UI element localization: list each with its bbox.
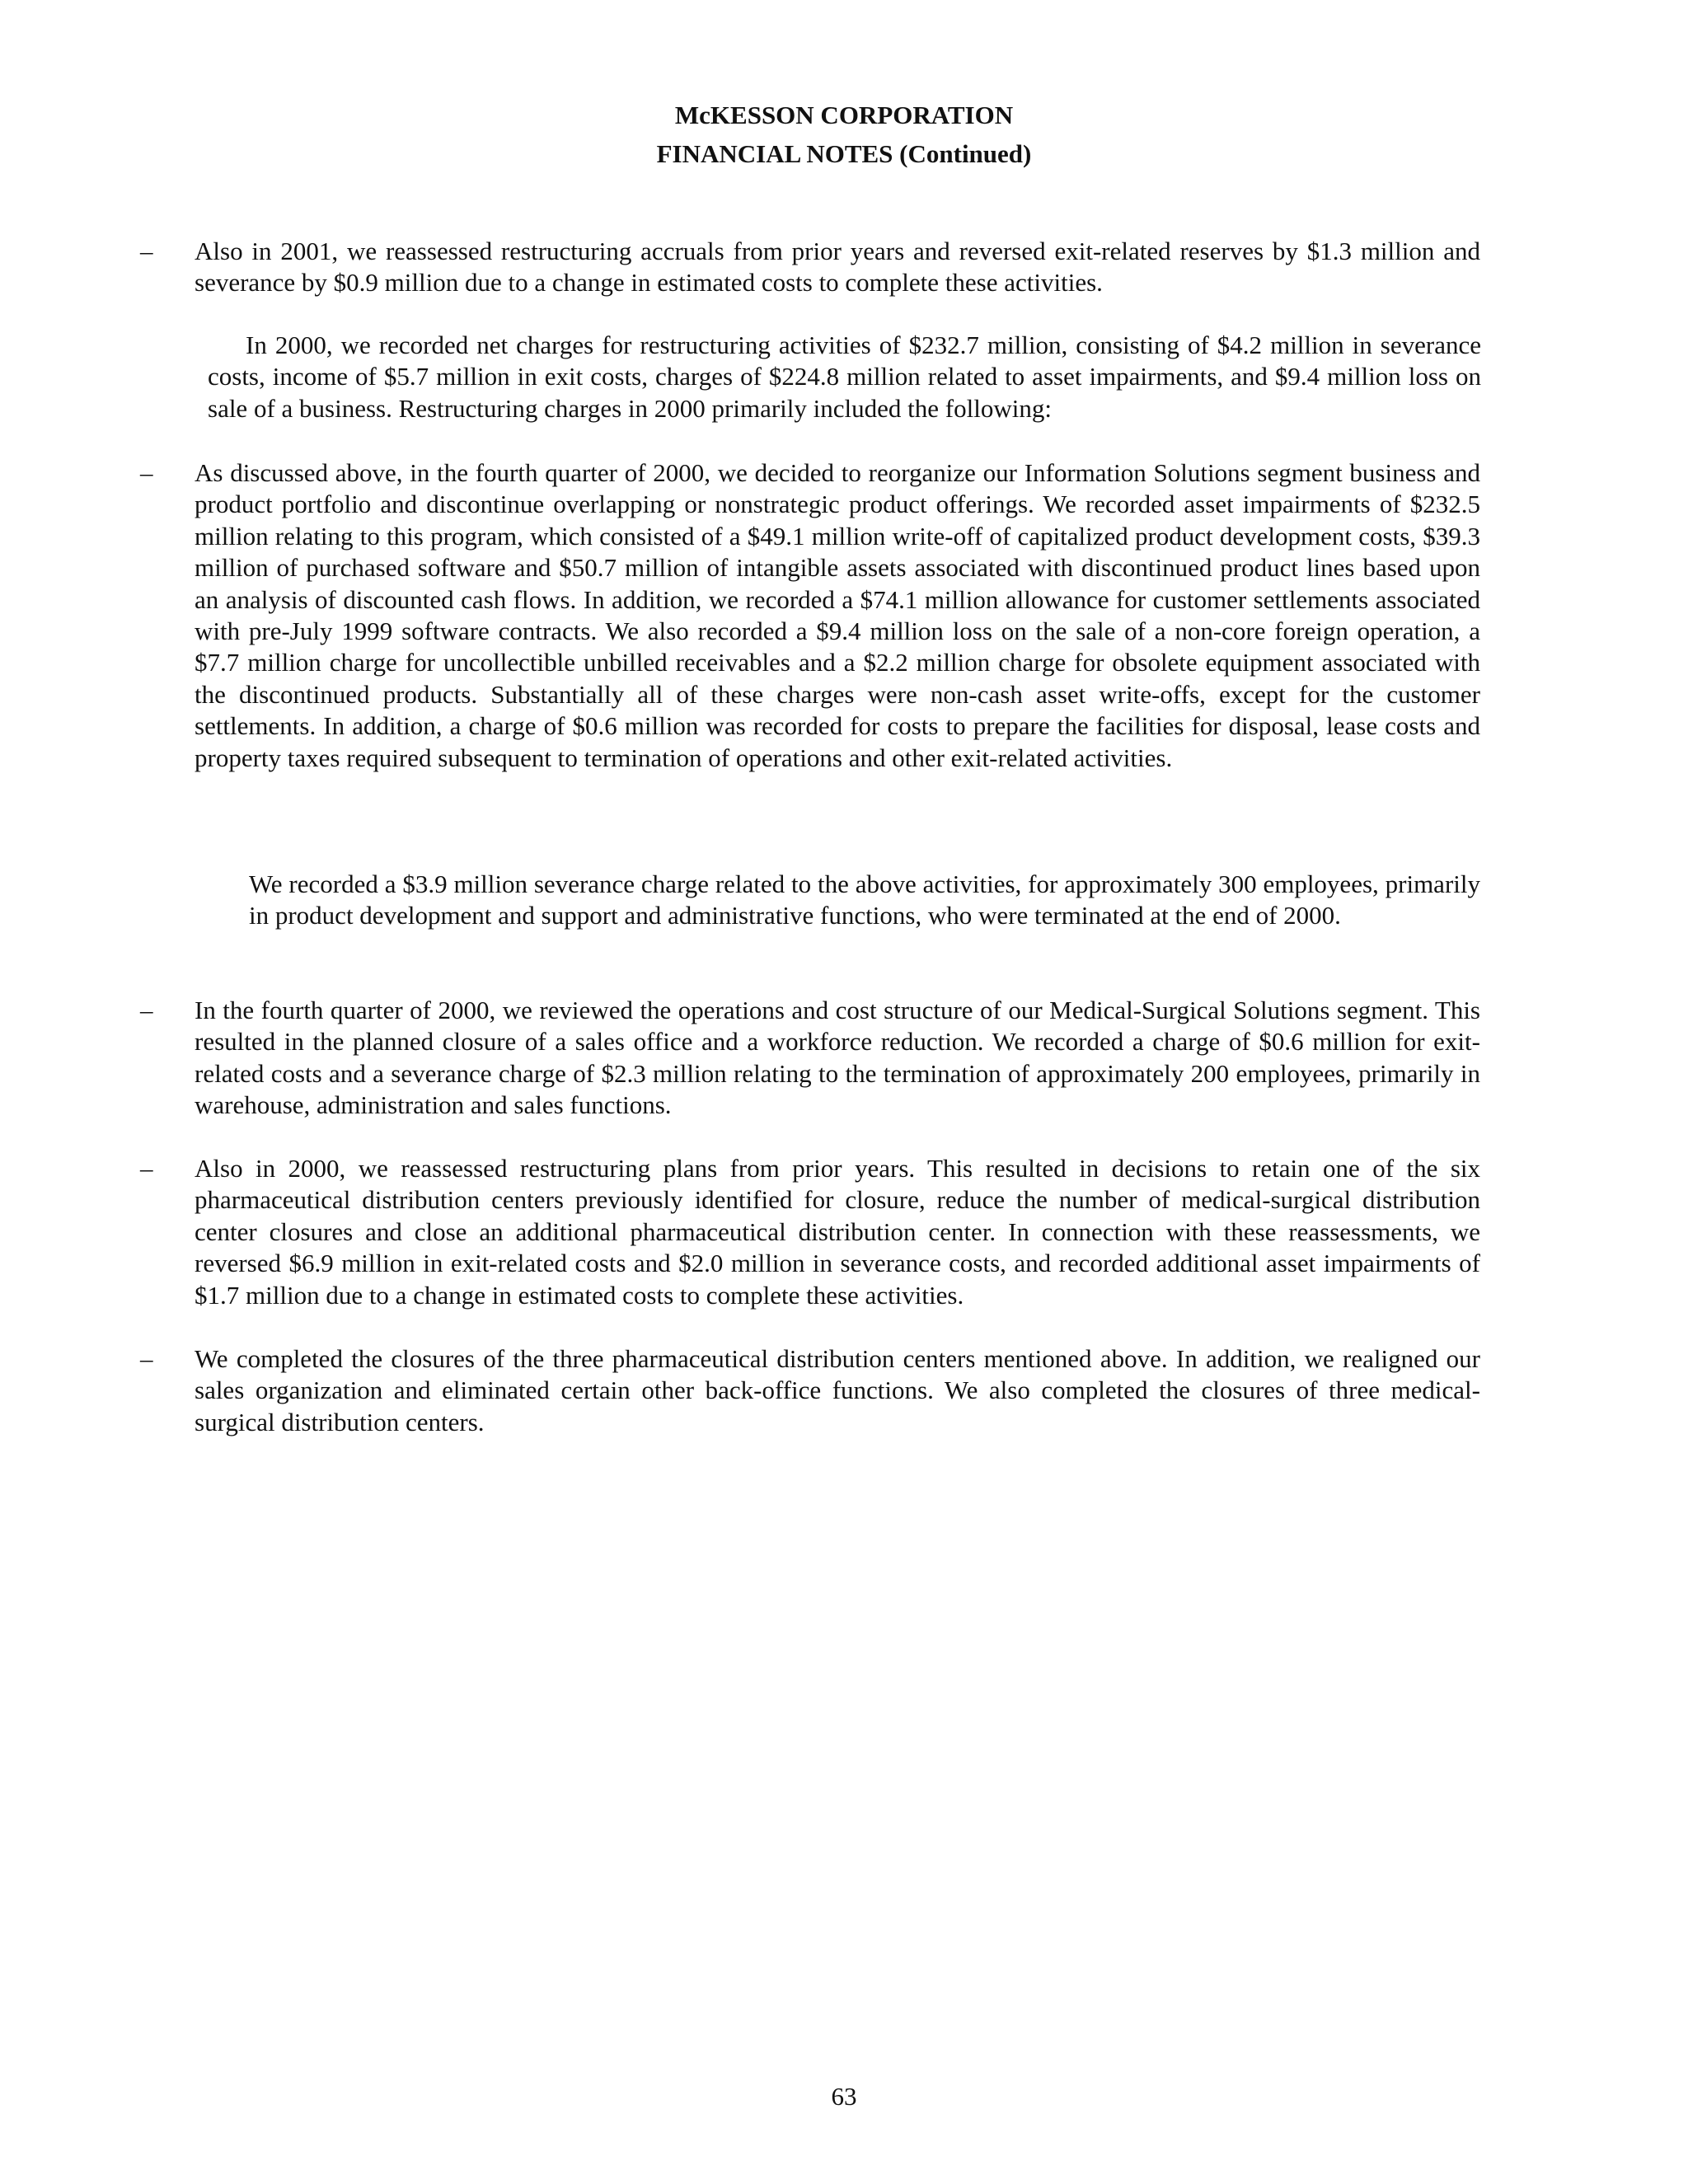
bullet-dash: – <box>140 458 153 487</box>
list-item <box>140 457 1480 774</box>
bullet-dash: – <box>140 1154 153 1183</box>
list-item <box>140 995 1480 1122</box>
list-item-text: In the fourth quarter of 2000, we reviewed the operations and cost structure of our Medical-Surgical Solutions segment. This resulted in the planned closure of a sales office and a workforce reduction. We recorded a charge of $0.6 million for exit-related costs and a severance charge of $2.3 million relating to the termination of approximately 200 employees, primarily in warehouse, administration and sales functions. <box>195 996 1480 1120</box>
bullet-dash: – <box>140 1344 153 1373</box>
bullet-dash: – <box>140 237 153 265</box>
restructuring-2000-paragraph: In 2000, we recorded net charges for restructuring activities of $232.7 million, consisting of $4.2 million in severance costs, income of $5.7 million in exit costs, charges of $224.8 million related to asset impairments, and $9.4 million loss on sale of a business. Restructuring charges in 2000 primarily included the following: <box>208 330 1481 423</box>
list-item <box>140 1153 1480 1311</box>
list-item <box>140 1343 1480 1438</box>
list-item-text: Also in 2000, we reassessed restructuring plans from prior years. This resulted in decisions to retain one of the six pharmaceutical distribution centers previously identified for closure, reduce the number of medical-surgical distribution center closures and close an additional pharmaceutical distribution center. In connection with these reassessments, we reversed $6.9 million in exit-related costs and $2.0 million in severance costs, and recorded additional asset impairments of $1.7 million due to a change in estimated costs to complete these activities. <box>195 1154 1480 1310</box>
list-item-text: Also in 2001, we reassessed restructuring accruals from prior years and reversed exit-related reserves by $1.3 million and severance by $0.9 million due to a change in estimated costs to complete these activities. <box>195 237 1480 298</box>
list-item-text: As discussed above, in the fourth quarter of 2000, we decided to reorganize our Information Solutions segment business and product portfolio and discontinue overlapping or nonstrategic product offerings. We recorded asset impairments of $232.5 million relating to this program, which consisted of a $49.1 million write-off of capitalized product development costs, $39.3 million of purchased software and $50.7 million of intangible assets associated with discontinued product lines based upon an analysis of discounted cash flows. In addition, we recorded a $74.1 million allowance for customer settlements associated with pre-July 1999 software contracts. We also recorded a $9.4 million loss on the sale of a non-core foreign operation, a $7.7 million charge for uncollectible unbilled receivables and a $2.2 million charge for obsolete equipment associated with the discontinued products. Substantially all of these charges were non-cash asset write-offs, except for the customer settlements. In addition, a charge of $0.6 million was recorded for costs to prepare the facilities for disposal, lease costs and property taxes required subsequent to termination of operations and other exit-related activities. <box>195 458 1480 772</box>
company-name-heading: McKESSON CORPORATION <box>674 101 1014 129</box>
bullet-dash: – <box>140 996 153 1024</box>
section-subtitle-heading: FINANCIAL NOTES (Continued) <box>656 139 1032 168</box>
severance-sub-paragraph: We recorded a $3.9 million severance charge related to the above activities, for approximately 300 employees, primarily in product development and support and administrative functions, who were terminated at the end of 2000. <box>249 869 1480 930</box>
list-item-text: We completed the closures of the three pharmaceutical distribution centers mentioned above. In addition, we realigned our sales organization and eliminated certain other back-office functions. We also completed the closures of three medical-surgical distribution centers. <box>195 1344 1480 1436</box>
page-number: 63 <box>831 2082 857 2111</box>
list-item <box>140 236 1480 299</box>
